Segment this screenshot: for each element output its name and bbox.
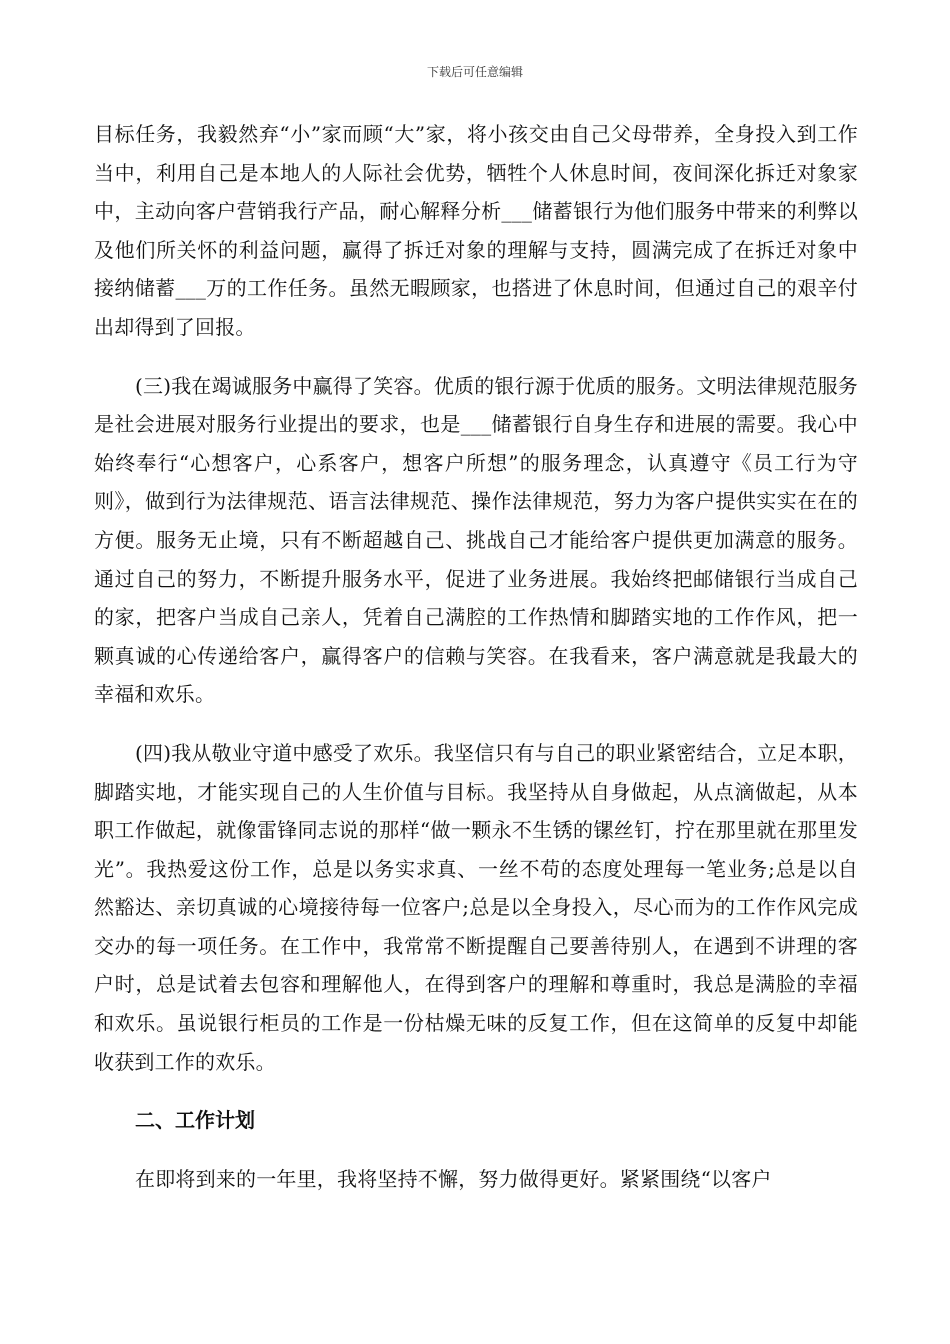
paragraph-continuation: 目标任务，我毅然弃“小”家而顾“大”家，将小孩交由自己父母带养，全身投入到工作当中，利用自己是本地人的人际社会优势，牺牲个人休息时间，夜间深化拆迁对象家中，主动向客户营销我行产品，耐心解释分析___储蓄银行为他们服务中带来的利弊以及他们所关怀的利益问题，赢得了拆迁对象的理解与支持，圆满完成了在拆迁对象中接纳储蓄___万的工作任务。虽然无暇顾家，也搭进了休息时间，但通过自己的艰辛付出却得到了回报。 xyxy=(94,122,858,339)
paragraph-dedication: (四)我从敬业守道中感受了欢乐。我坚信只有与自己的职业紧密结合，立足本职，脚踏实地，才能实现自己的人生价值与目标。我坚持从自身做起，从点滴做起，从本职工作做起，就像雷锋同志说的那样“做一颗永不生锈的镙丝钉，拧在那里就在那里发光”。我热爱这份工作，总是以务实求真、一丝不苟的态度处理每一笔业务;总是以自然豁达、亲切真诚的心境接待每一位客户;总是以全身投入，尽心而为的工作作风完成交办的每一项任务。在工作中，我常常不断提醒自己要善待别人，在遇到不讲理的客户时，总是试着去包容和理解他人，在得到客户的理解和尊重时，我总是满脸的幸福和欢乐。虽说银行柜员的工作是一份枯燥无味的反复工作，但在这简单的反复中却能收获到工作的欢乐。 xyxy=(94,740,859,1074)
paragraph-work-plan: 在即将到来的一年里，我将坚持不懈，努力做得更好。紧紧围绕“以客户 xyxy=(135,1166,772,1191)
paragraph-service: (三)我在竭诚服务中赢得了笑容。优质的银行源于优质的服务。文明法律规范服务是社会进展对服务行业提出的要求，也是___储蓄银行自身生存和进展的需要。我心中始终奉行“心想客户，心系客户，想客户所想”的服务理念，认真遵守《员工行为守则》，做到行为法律规范、语言法律规范、操作法律规范，努力为客户提供实实在在的方便。服务无止境，只有不断超越自己、挑战自己才能给客户提供更加满意的服务。通过自己的努力，不断提升服务水平，促进了业务进展。我始终把邮储银行当成自己的家，把客户当成自己亲人，凭着自己满腔的工作热情和脚踏实地的工作作风，把一颗真诚的心传递给客户，赢得客户的信赖与笑容。在我看来，客户满意就是我最大的幸福和欢乐。 xyxy=(94,373,859,707)
page-header: 下载后可任意编辑 xyxy=(426,65,523,79)
section-heading-work-plan: 二、工作计划 xyxy=(135,1108,255,1133)
document-body xyxy=(94,115,858,1198)
